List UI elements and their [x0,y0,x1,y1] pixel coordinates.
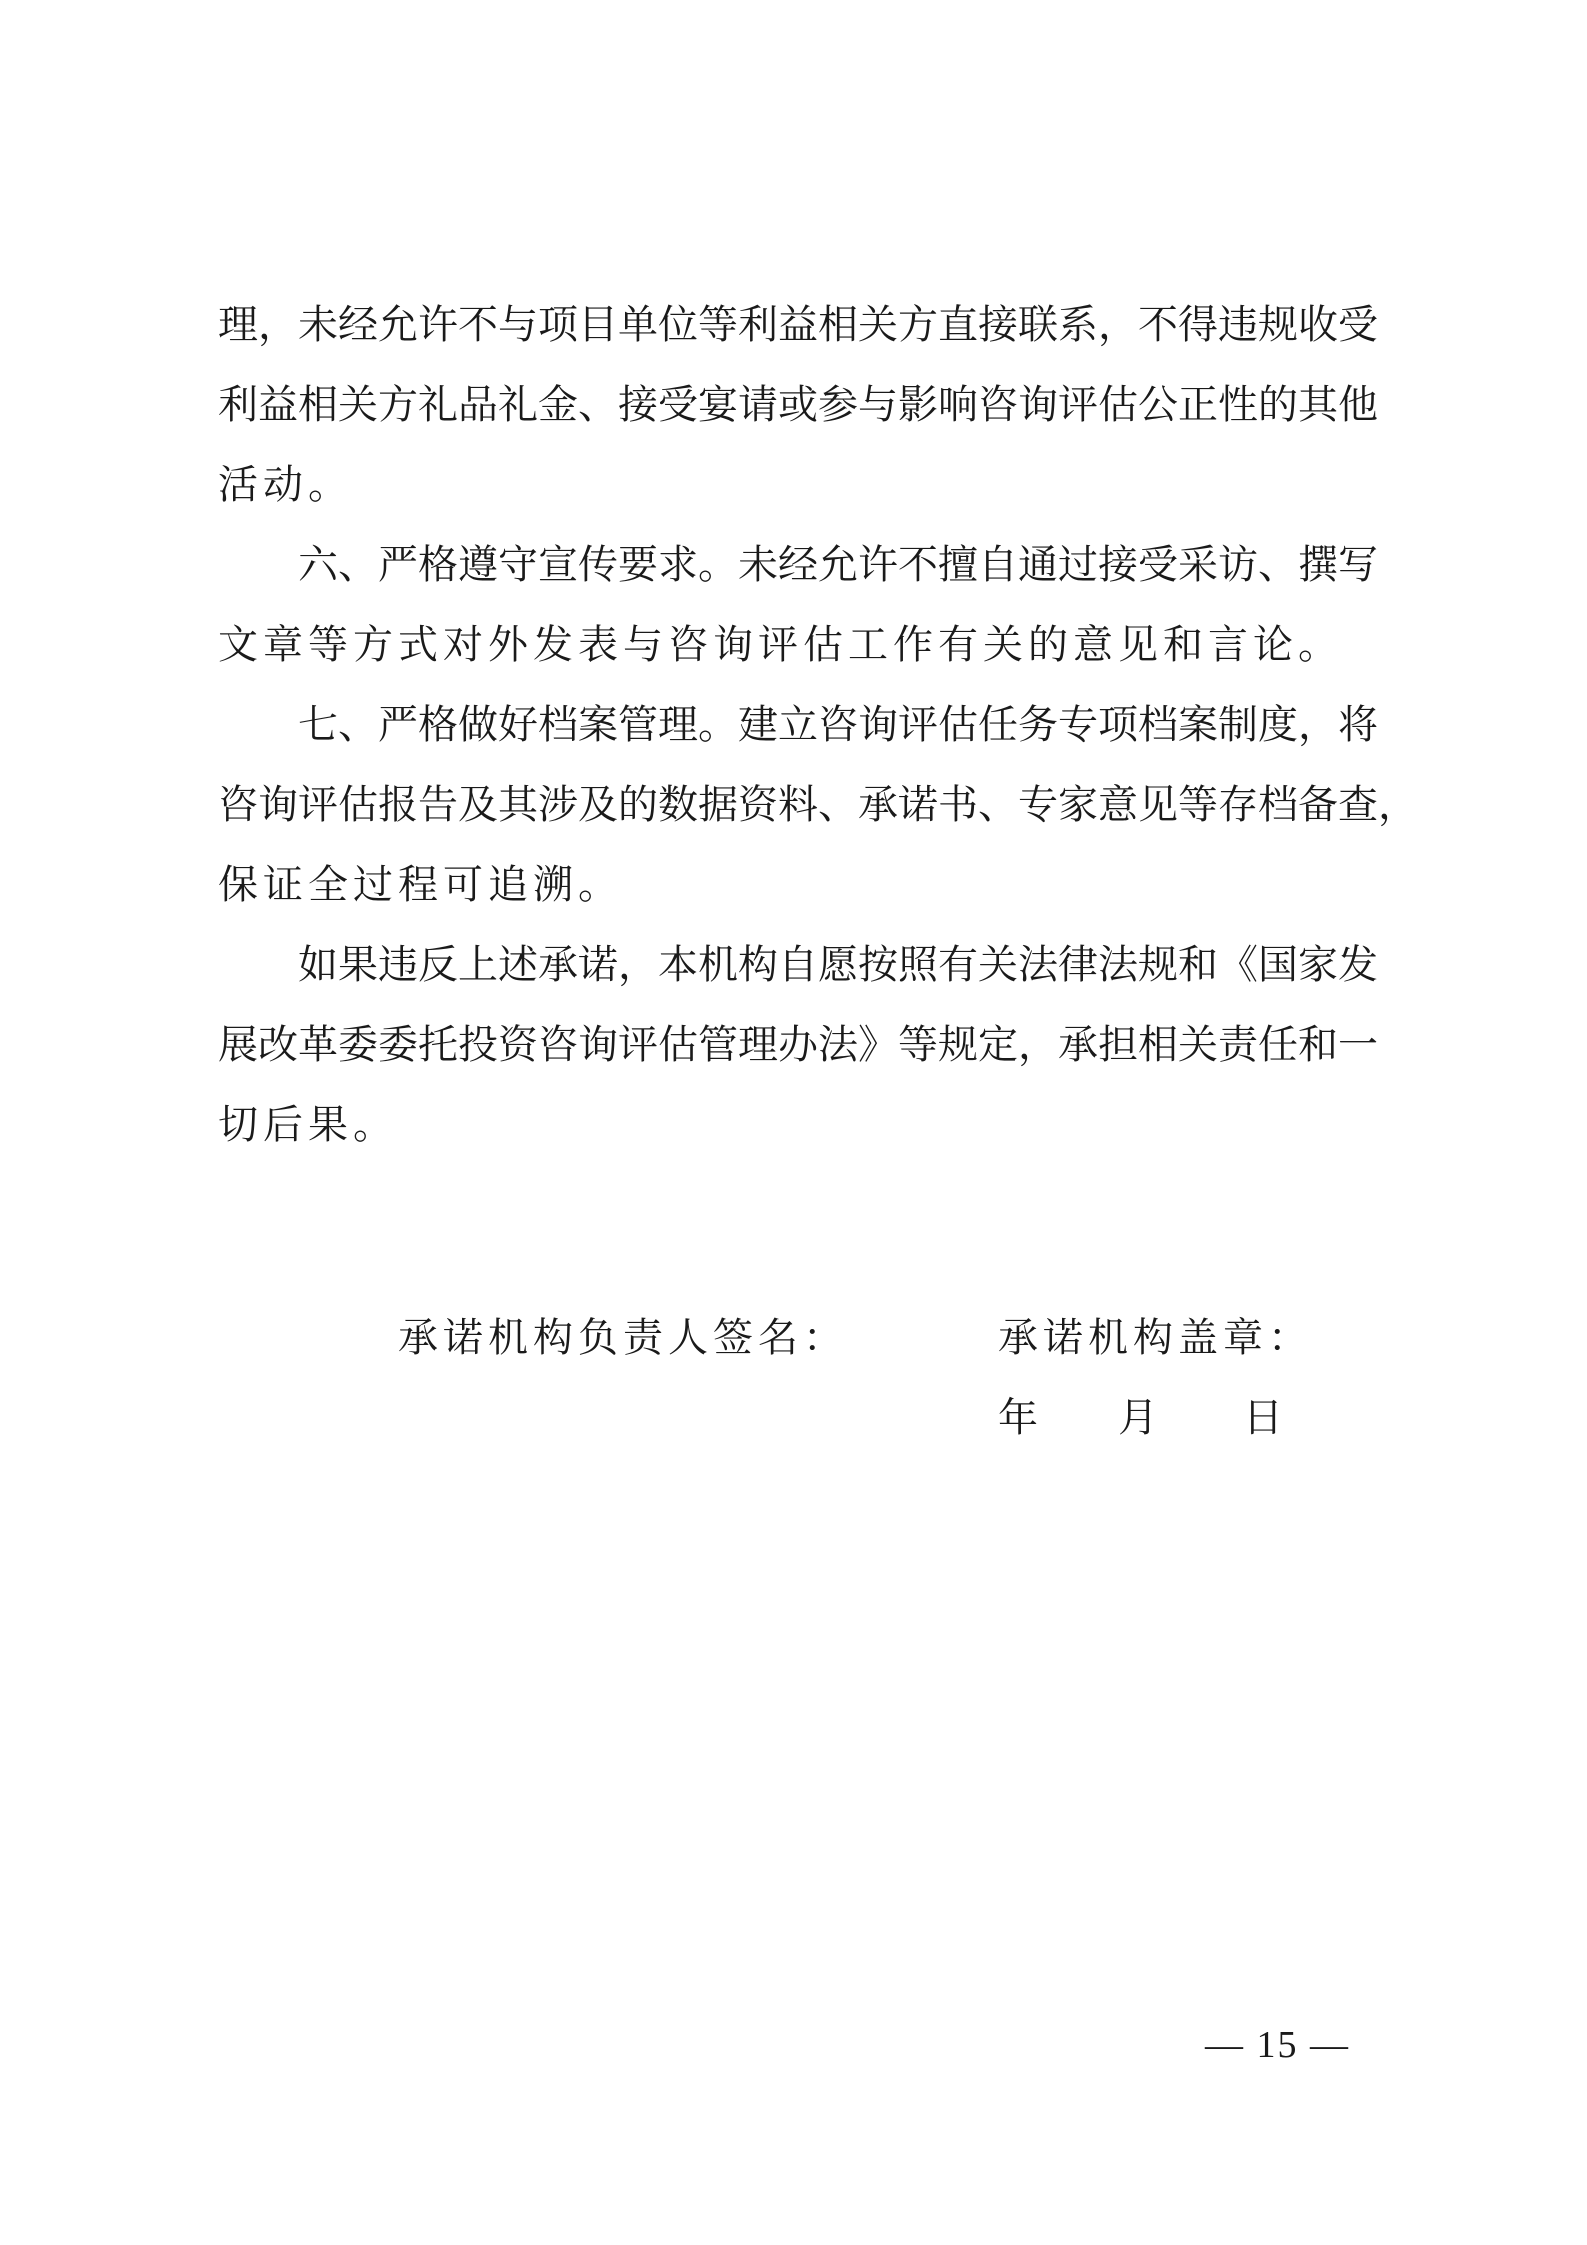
paragraph-line: 活动。 [218,462,353,508]
date-year-label: 年 [998,1395,1038,1441]
paragraph-line: 咨询评估报告及其涉及的数据资料、承诺书、专家意见等存档备查， [218,782,1418,828]
paragraph-line: 保证全过程可追溯。 [218,862,623,908]
paragraph-line: 七、严格做好档案管理。建立咨询评估任务专项档案制度，将 [298,702,1378,748]
paragraph-line: 切后果。 [218,1102,398,1148]
page-number: — 15 — [1205,2024,1350,2066]
responsible-person-signature-label: 承诺机构负责人签名： [398,1315,848,1361]
institution-seal-label: 承诺机构盖章： [998,1315,1313,1361]
paragraph-line: 展改革委委托投资咨询评估管理办法》等规定，承担相关责任和一 [218,1022,1378,1068]
date-month-label: 月 [1118,1395,1158,1441]
paragraph-line: 六、严格遵守宣传要求。未经允许不擅自通过接受采访、撰写 [298,542,1378,588]
paragraph-line: 如果违反上述承诺，本机构自愿按照有关法律法规和《国家发 [298,942,1378,988]
paragraph-line: 利益相关方礼品礼金、接受宴请或参与影响咨询评估公正性的其他 [218,382,1378,428]
paragraph-line: 文章等方式对外发表与咨询评估工作有关的意见和言论。 [218,622,1343,668]
paragraph-line: 理，未经允许不与项目单位等利益相关方直接联系，不得违规收受 [218,302,1378,348]
commitment-body-text [218,285,1418,1165]
signature-date [998,1388,1283,1448]
date-day-label: 日 [1243,1395,1283,1441]
